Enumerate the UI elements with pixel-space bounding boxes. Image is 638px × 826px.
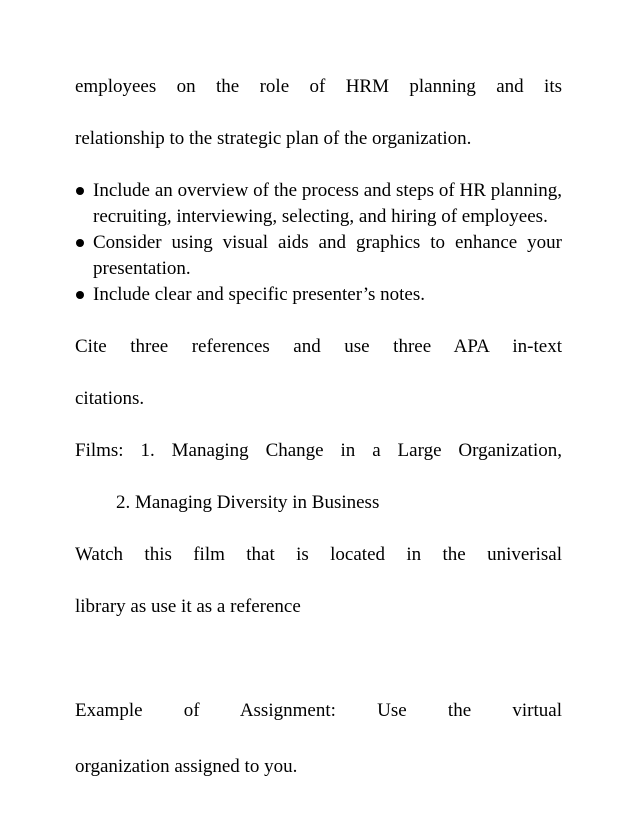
paragraph-gap: [75, 412, 562, 438]
watch-line-1: Watch this film that is located in the univerisal: [75, 544, 562, 565]
cite-paragraph: [75, 334, 562, 412]
cite-line-2: citations.: [75, 388, 145, 409]
watch-line-2: library as use it as a reference: [75, 596, 301, 617]
list-item: [75, 230, 562, 282]
list-item-text: Include clear and specific presenter’s notes.: [93, 284, 425, 305]
intro-line-1: employees on the role of HRM planning and its: [75, 76, 562, 97]
requirements-list: [75, 178, 562, 308]
films-line-1: Films: 1. Managing Change in a Large Organization,: [75, 440, 562, 461]
list-item-text: Consider using visual aids and graphics to enhance your presentation.: [93, 232, 562, 279]
paragraph-gap: [75, 516, 562, 542]
intro-line-2: relationship to the strategic plan of the organization.: [75, 128, 472, 149]
bullet-icon: [76, 291, 84, 299]
films-paragraph: [75, 438, 562, 516]
document-page: [75, 74, 562, 780]
example-line-1: Example of Assignment: Use the virtual: [75, 700, 562, 721]
intro-paragraph: [75, 74, 562, 152]
list-item: [75, 178, 562, 230]
films-line-2: 2. Managing Diversity in Business: [116, 492, 380, 513]
bullet-icon: [76, 187, 84, 195]
paragraph-gap: [75, 308, 562, 334]
paragraph-gap: [75, 152, 562, 178]
example-paragraph: [75, 698, 562, 780]
list-item: [75, 282, 562, 308]
example-line-2: organization assigned to you.: [75, 756, 298, 777]
cite-line-1: Cite three references and use three APA in-text: [75, 336, 562, 357]
bullet-icon: [76, 239, 84, 247]
list-item-text: Include an overview of the process and steps of HR planning, recruiting, interviewing, selecting, and hiring of employees.: [93, 180, 562, 227]
section-gap: [75, 620, 562, 698]
watch-paragraph: [75, 542, 562, 620]
